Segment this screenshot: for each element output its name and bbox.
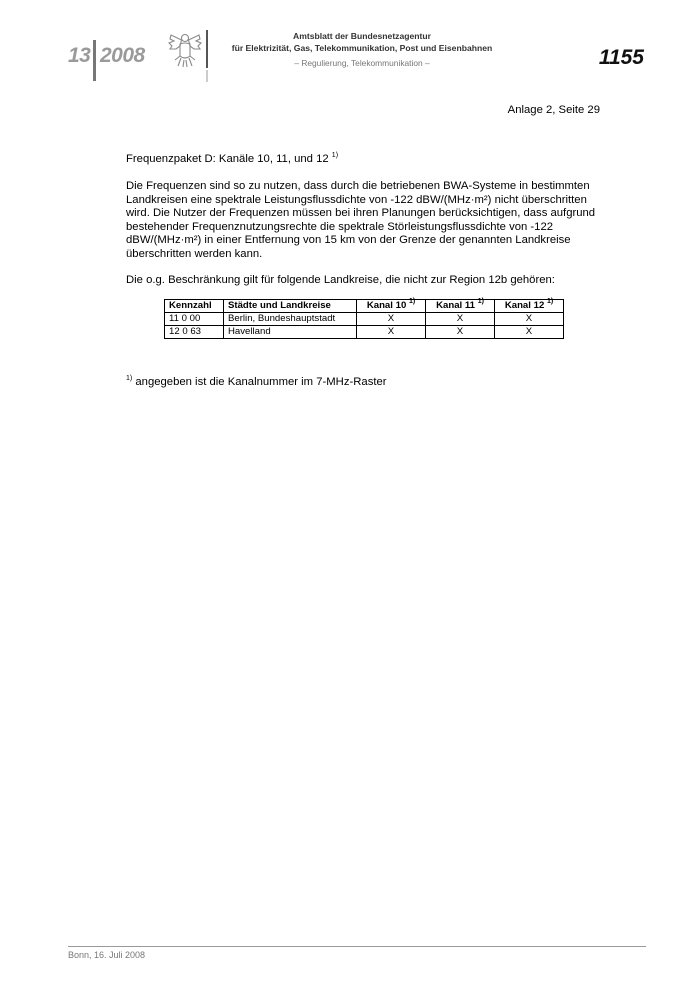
header-kanal10-ref: 1)	[408, 298, 416, 305]
masthead-title: Amtsblatt der Bundesnetzagentur	[293, 31, 431, 41]
header-kennzahl: Kennzahl	[165, 300, 224, 313]
header-divider	[206, 30, 208, 68]
cell-kennzahl: 12 0 63	[165, 326, 224, 339]
cell-name: Berlin, Bundeshauptstadt	[224, 313, 357, 326]
heading-footnote-ref: 1)	[331, 152, 339, 159]
table-intro: Die o.g. Beschränkung gilt für folgende Landkreise, die nicht zur Region 12b gehören:	[126, 274, 555, 286]
header-kanal12-ref: 1)	[546, 298, 554, 305]
section-heading	[126, 153, 338, 165]
footnote-marker: 1)	[126, 375, 133, 382]
cell-kanal12: X	[495, 313, 564, 326]
header-divider-light	[206, 70, 208, 82]
header-kanal12-label: Kanal 12	[504, 300, 545, 311]
header-staedte: Städte und Landkreise	[224, 300, 357, 313]
header-kanal11	[426, 300, 495, 313]
cell-kanal12: X	[495, 326, 564, 339]
header-kanal11-label: Kanal 11	[436, 300, 476, 311]
issue-year: 2008	[100, 44, 145, 67]
cell-name: Havelland	[224, 326, 357, 339]
issue-divider	[93, 40, 96, 81]
issue-number: 13	[68, 44, 91, 67]
table-row	[165, 326, 564, 339]
footnote	[126, 376, 387, 388]
table-row	[165, 313, 564, 326]
cell-kanal10: X	[357, 313, 426, 326]
federal-eagle-icon	[168, 30, 202, 70]
body-paragraph: Die Frequenzen sind so zu nutzen, dass durch die betriebenen BWA-Systeme in bestimmten Landkreisen eine spektrale Leistungsflussdichte von -122 dBW/(MHz·m²) nicht überschritten wird. Die Nutzer der Frequenzen müssen bei ihren Planungen berücksichtigen, dass aufgrund bestehender Frequenznutzungsrechte die spektrale Störleistungsflussdichte von -122 dBW/(MHz·m²) in einer Entfernung von 15 km von der Grenze der genannten Landkreise überschritten werden kann.	[126, 180, 596, 260]
masthead-section: – Regulierung, Telekommunikation –	[294, 58, 430, 68]
cell-kanal10: X	[357, 326, 426, 339]
table-header-row	[165, 300, 564, 313]
cell-kanal11: X	[426, 313, 495, 326]
page-number: 1155	[598, 46, 644, 69]
header-kanal11-ref: 1)	[477, 298, 484, 305]
anlage-reference: Anlage 2, Seite 29	[507, 104, 600, 116]
landkreise-table	[164, 299, 564, 339]
header-kanal12	[495, 300, 564, 313]
footnote-text: angegeben ist die Kanalnummer im 7-MHz-Raster	[135, 376, 387, 388]
masthead-subtitle: für Elektrizität, Gas, Telekommunikation, Post und Eisenbahnen	[231, 43, 493, 53]
cell-kennzahl: 11 0 00	[165, 313, 224, 326]
cell-kanal11: X	[426, 326, 495, 339]
header-kanal10	[357, 300, 426, 313]
footer-place-date: Bonn, 16. Juli 2008	[68, 950, 146, 960]
header-kanal10-label: Kanal 10	[366, 300, 407, 311]
footer-rule	[68, 946, 646, 947]
heading-text: Frequenzpaket D: Kanäle 10, 11, und 12	[126, 153, 329, 165]
